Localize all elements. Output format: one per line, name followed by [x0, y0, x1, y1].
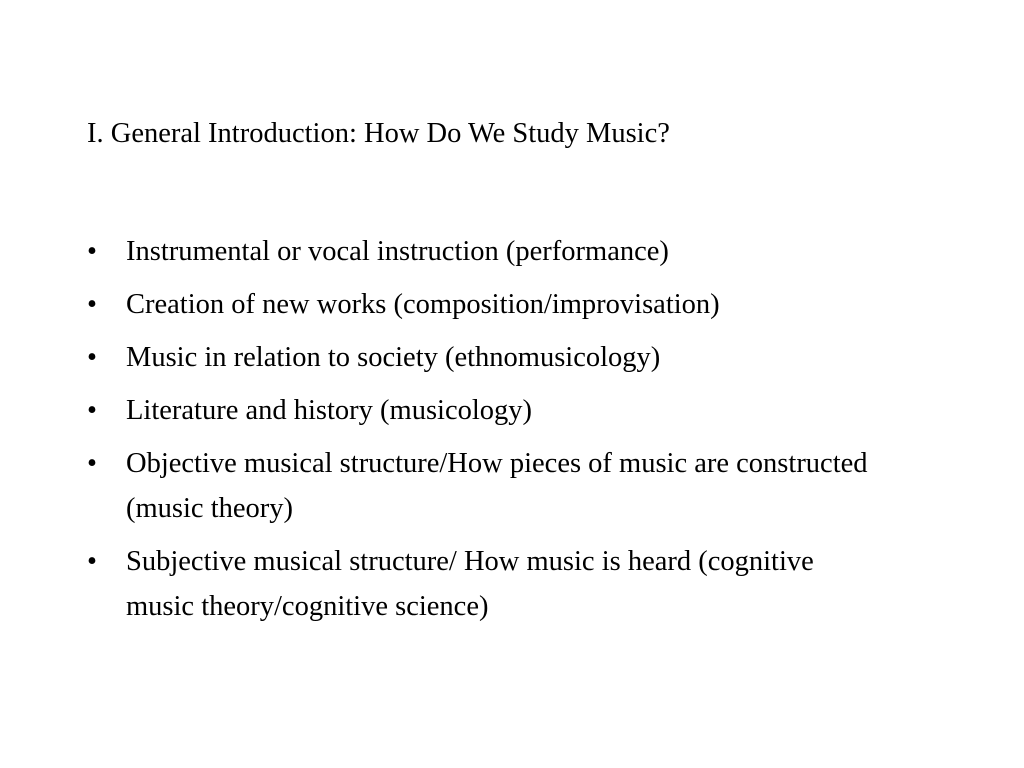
bullet-icon: • — [87, 236, 97, 267]
bullet-list — [87, 229, 887, 637]
bullet-text: Subjective musical structure/ How music is heard (cognitive music theory/cognitive science) — [126, 546, 814, 622]
bullet-text: Instrumental or vocal instruction (performance) — [126, 236, 669, 267]
bullet-item-performance — [87, 229, 887, 274]
bullet-item-composition — [87, 282, 887, 327]
bullet-item-musicology — [87, 388, 887, 433]
bullet-text: Literature and history (musicology) — [126, 395, 533, 426]
bullet-item-cognitive-science — [87, 539, 887, 629]
bullet-icon: • — [87, 342, 97, 373]
bullet-item-ethnomusicology — [87, 335, 887, 380]
bullet-icon: • — [87, 289, 97, 320]
bullet-text: Creation of new works (composition/improvisation) — [126, 289, 720, 320]
bullet-text: Objective musical structure/How pieces of music are constructed (music theory) — [126, 448, 868, 524]
bullet-text: Music in relation to society (ethnomusicology) — [126, 342, 661, 373]
bullet-icon: • — [87, 395, 97, 426]
slide-title: I. General Introduction: How Do We Study Music? — [87, 118, 670, 149]
bullet-icon: • — [87, 546, 97, 577]
bullet-icon: • — [87, 448, 97, 479]
bullet-item-music-theory — [87, 441, 887, 531]
